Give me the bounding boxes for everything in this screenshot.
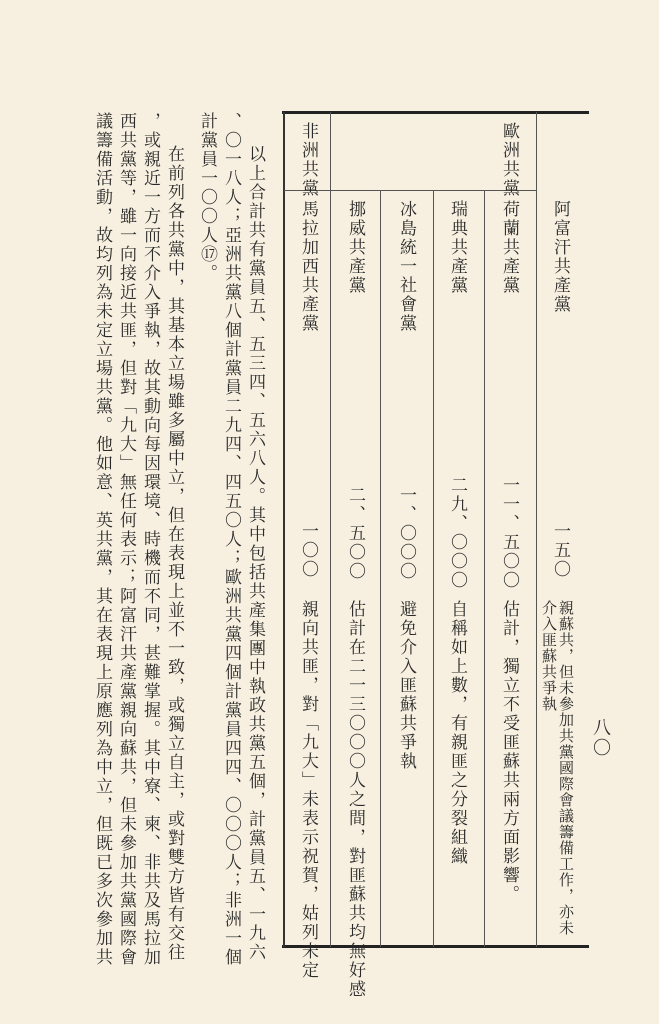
paragraph-line: 議籌備活動，故均列為未定立場共黨。他如意、英共黨，其在表現上原應列為中立，但既已多次參加共: [92, 112, 112, 967]
note-line: 避免介入匪蘇共爭執: [396, 600, 416, 771]
note-line: 親蘇共，但未參加共黨國際會議籌備工作，亦未: [557, 600, 575, 936]
party-name: 荷蘭共產黨: [499, 200, 519, 295]
paragraph-line: 在前列各共黨中，其基本立場雖多屬中立，但在表現上並不一致，或獨立自主，或對雙方皆有交往: [164, 145, 184, 962]
note-line: 介入匪蘇共爭執: [540, 600, 558, 712]
party-name: 馬拉加西共產黨: [298, 200, 318, 333]
paragraph-line: 計黨員一〇〇人⑰。: [197, 112, 217, 283]
note-line: 估計，獨立不受匪蘇共兩方面影響。: [499, 600, 519, 904]
party-name: 挪威共產黨: [345, 200, 365, 295]
note-line: 估計在二一三〇〇〇人之間，對匪蘇共均無好感: [345, 600, 365, 999]
paragraph-line: ，或親近一方而不介入爭執，故其動向每因環境、時機而不同，甚難掌握。其中寮、柬、非共及馬拉加: [140, 112, 160, 967]
note-line: 親向共匪，對「九大」未表示祝賀，姑列未定: [298, 600, 318, 980]
member-count: 二、五〇〇: [345, 486, 365, 581]
paragraph-line: 、〇一八人；亞洲共黨八個計黨員二九四、四五〇人；歐洲共黨四個計黨員四四、〇〇〇人；非洲一個: [221, 112, 241, 967]
member-count: 一五〇: [550, 522, 570, 579]
party-name: 阿富汗共產黨: [550, 200, 570, 314]
region-label: 歐洲共黨: [499, 122, 519, 198]
member-count: 一一、五〇〇: [499, 476, 519, 590]
region-label: 非洲共黨: [298, 122, 318, 198]
party-name: 冰島統一社會黨: [396, 200, 416, 333]
paragraph-line: 西共黨等，雖一向接近共匪，但對「九大」無任何表示；阿富汗共產黨親向蘇共，但未參加共黨國際會: [116, 112, 136, 967]
member-count: 一〇〇: [298, 522, 318, 579]
note-line: 自稱如上數，有親匪之分裂組織: [447, 600, 467, 866]
member-count: 一、〇〇〇: [396, 486, 416, 581]
member-count: 二九、〇〇〇: [447, 476, 467, 590]
party-name: 瑞典共產黨: [447, 200, 467, 295]
page-number: 八〇: [590, 718, 611, 758]
paragraph-line: 以上合計共有黨員五、五三四、五六八人。其中包括共產集團中執政共黨五個，計黨員五、一九六: [245, 145, 265, 962]
